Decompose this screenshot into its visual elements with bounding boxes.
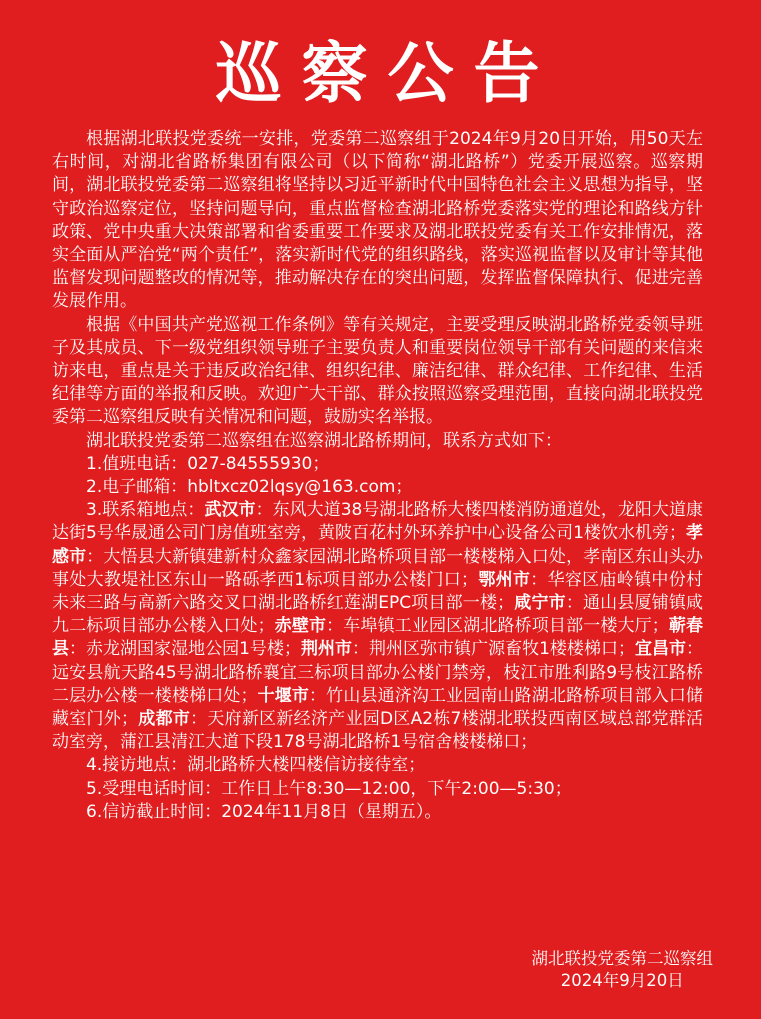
email-address: 2.电子邮箱：hbltxcz02lqsy@163.com； <box>86 477 413 498</box>
location-city: 鄂州市 <box>478 569 531 590</box>
location-text: ：东风大道38号湖北路桥大楼四楼消防通道处，龙阳大道康达街5号华晟通公司门房值班室旁，黄陂百花村外环养护中心设备公司1楼饮水机旁； <box>52 500 703 544</box>
location-text: ：华容区庙岭镇中份村未来三路与高新六路交叉口湖北路桥红莲湖EPC项目部一楼； <box>52 569 703 614</box>
page-title: 巡察公告 <box>215 35 560 112</box>
location-city: 十堰市 <box>257 685 310 706</box>
paragraph-contact-intro: 湖北联投党委第二巡察组在巡察湖北路桥期间，联系方式如下： <box>86 430 562 451</box>
mailbox-locations <box>52 499 703 754</box>
signature-block <box>532 948 714 992</box>
location-text: ：荆州区弥市镇广源畜牧1楼楼梯口； <box>352 639 635 660</box>
duty-phone: 1.值班电话：027-84555930； <box>86 453 330 474</box>
deadline: 6.信访截止时间：2024年11月8日（星期五）。 <box>86 801 442 822</box>
location-text: ：赤龙湖国家湿地公园1号楼； <box>69 639 301 660</box>
location-text: ：竹山县通济沟工业园南山路湖北路桥项目部入口储藏室门外； <box>52 685 704 730</box>
location-city: 赤壁市 <box>274 616 327 637</box>
location-city: 咸宁市 <box>514 593 566 614</box>
location-text: ：车埠镇工业园区湖北路桥项目部一楼大厅； <box>326 616 669 637</box>
location-text: ：远安县航天路45号湖北路桥襄宜三标项目部办公楼门禁旁，枝江市胜利路9号枝江路桥二层办公楼一楼楼梯口处； <box>52 639 704 706</box>
location-text: ：天府新区新经济产业园D区A2栋7楼湖北联投西南区域总部党群活动室旁，蒲江县清江大道下段178号湖北路桥1号宿舍楼楼梯口； <box>52 709 704 753</box>
location-city: 宜昌市 <box>634 639 687 660</box>
signature-date: 2024年9月20日 <box>560 971 684 990</box>
phone-hours: 5.受理电话时间：工作日上午8:30—12:00，下午2:00—5:30； <box>86 778 572 799</box>
paragraph-scope: 根据《中国共产党巡视工作条例》等有关规定，主要受理反映湖北路桥党委领导班子及其成员、下一级党组织领导班子主要负责人和重要岗位领导干部有关问题的来信来访来电，重点是关于违反政治纪律、组织纪律、廉洁纪律、群众纪律、工作纪律、生活纪律等方面的举报和反映。欢迎广大干部、群众按照巡察受理范围，直接向湖北联投党委第二巡察组反映有关情况和问题，鼓励实名举报。 <box>52 314 703 428</box>
location-city: 孝感市 <box>52 523 703 567</box>
mailbox-locations-label: 3.联系箱地点： <box>86 500 205 521</box>
signature-org: 湖北联投党委第二巡察组 <box>531 949 713 968</box>
location-text: ：通山县厦铺镇咸九二标项目部办公楼入口处； <box>52 593 704 637</box>
announcement-body <box>52 128 703 824</box>
location-city: 蕲春县 <box>52 616 704 660</box>
location-city: 成都市 <box>138 709 191 730</box>
location-city: 荆州市 <box>300 639 352 660</box>
reception-location: 4.接访地点：湖北路桥大楼四楼信访接待室； <box>86 755 426 776</box>
location-text: ：大悟县大新镇建新村众鑫家园湖北路桥项目部一楼楼梯入口处，孝南区东山头办事处大教堤社区东山一路砾孝西1标项目部办公楼门口； <box>52 546 704 590</box>
location-city: 武汉市 <box>204 500 256 521</box>
paragraph-intro: 根据湖北联投党委统一安排，党委第二巡察组于2024年9月20日开始，用50天左右时间，对湖北省路桥集团有限公司（以下简称“湖北路桥”）党委开展巡察。巡察期间，湖北联投党委第二巡察组将坚持以习近平新时代中国特色社会主义思想为指导，坚守政治巡察定位，坚持问题导向，重点监督检查湖北路桥党委落实党的理论和路线方针政策、党中央重大决策部署和省委重要工作要求及湖北联投党委有关工作安排情况，落实全面从严治党“两个责任”，落实新时代党的组织路线，落实巡视监督以及审计等其他监督发现问题整改的情况等，推动解决存在的突出问题，发挥监督保障执行、促进完善发展作用。 <box>52 129 703 312</box>
